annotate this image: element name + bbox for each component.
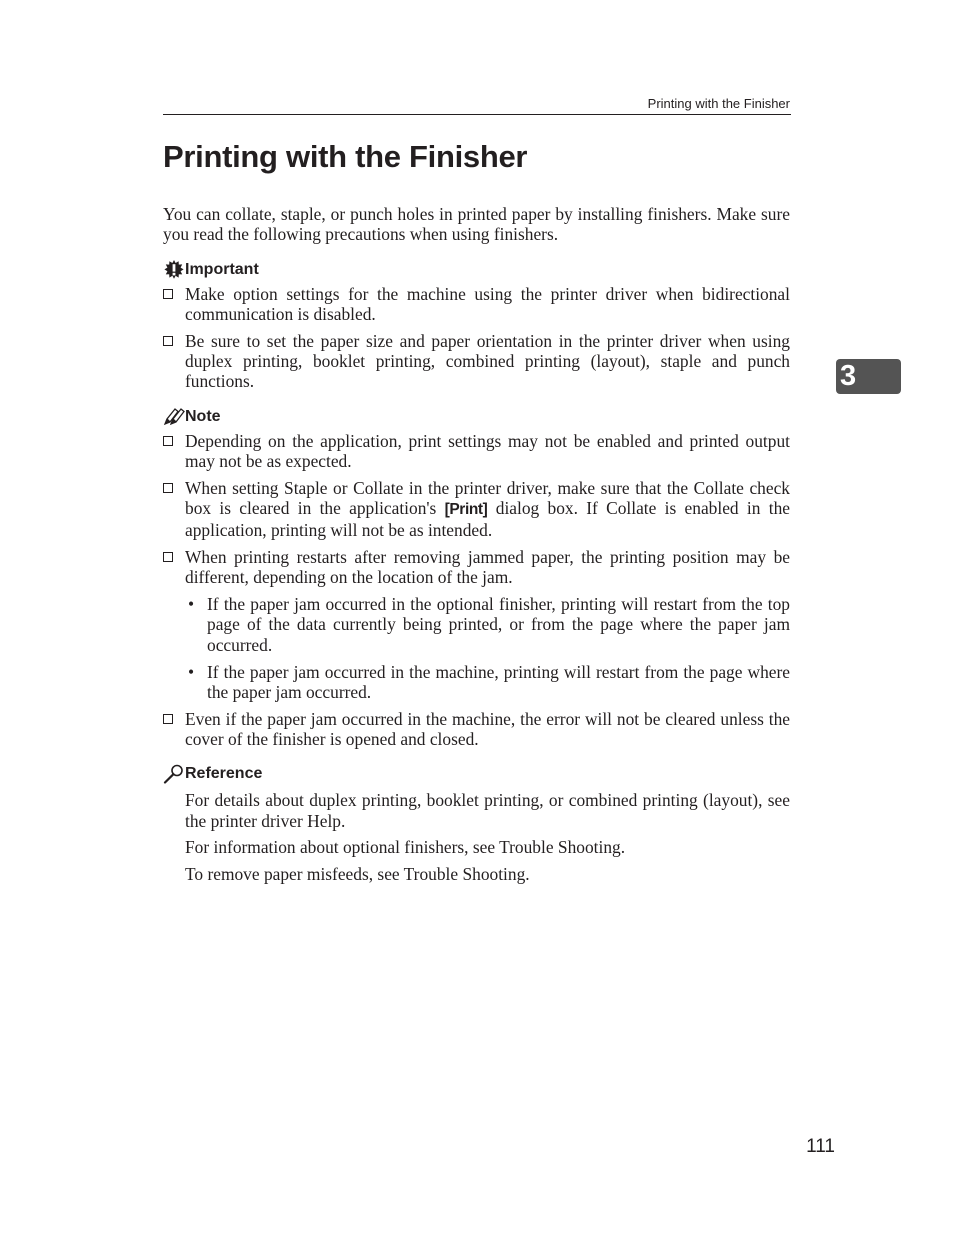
checkbox-bullet-icon <box>163 714 173 724</box>
important-list <box>163 284 790 392</box>
important-heading-label: Important <box>185 260 259 278</box>
pencil-icon <box>163 407 185 427</box>
magnifier-icon <box>163 764 185 784</box>
note-item: When setting Staple or Collate in the printer driver, make sure that the Collate check box is cleared in the application's [Print] dialog box. If Collate is enabled in the application, printing will not be as intended. <box>163 478 790 541</box>
page-title: Printing with the Finisher <box>163 139 528 174</box>
note-heading <box>163 407 790 427</box>
important-item: Be sure to set the paper size and paper orientation in the printer driver when using duplex printing, booklet printing, combined printing (layout), staple and punch functions. <box>163 331 790 392</box>
important-item: Make option settings for the machine using the printer driver when bidirectional communication is disabled. <box>163 284 790 325</box>
running-head: Printing with the Finisher <box>647 96 790 111</box>
checkbox-bullet-icon <box>163 289 173 299</box>
reference-paragraph: For details about duplex printing, booklet printing, or combined printing (layout), see the printer driver Help. <box>185 790 790 831</box>
reference-heading-label: Reference <box>185 765 263 783</box>
checkbox-bullet-icon <box>163 483 173 493</box>
main-content <box>163 204 790 884</box>
reference-paragraph: To remove paper misfeeds, see Trouble Shooting. <box>185 864 530 885</box>
note-subitem: • If the paper jam occurred in the machine, printing will restart from the page where the paper jam occurred. <box>188 661 790 702</box>
intro-paragraph: You can collate, staple, or punch holes in printed paper by installing finishers. Make sure you read the following precautions when using finishers. <box>163 204 790 245</box>
important-icon <box>163 260 185 280</box>
important-heading <box>163 260 790 280</box>
checkbox-bullet-icon <box>163 552 173 562</box>
checkbox-bullet-icon <box>163 436 173 446</box>
chapter-tab: 3 <box>836 359 901 394</box>
print-key-label: [Print] <box>444 500 488 518</box>
reference-paragraph: For information about optional finishers, see Trouble Shooting. <box>185 837 626 858</box>
note-item: When printing restarts after removing jammed paper, the printing position may be different, depending on the location of the jam. • If the paper jam occurred in the optional finisher, printing will restart from the top page of the data currently being printed, or from the page where the paper jam occurred. • If the paper jam occurred in the machine, printing will restart from the page where the paper jam occurred. <box>163 547 790 702</box>
reference-heading <box>163 764 790 784</box>
note-item: Depending on the application, print settings may not be enabled and printed output may not be as expected. <box>163 431 790 472</box>
note-subitem: • If the paper jam occurred in the optional finisher, printing will restart from the top page of the data currently being printed, or from the page where the paper jam occurred. <box>188 594 790 655</box>
note-item: Even if the paper jam occurred in the machine, the error will not be cleared unless the cover of the finisher is opened and closed. <box>163 709 790 750</box>
note-heading-label: Note <box>185 407 221 425</box>
bullet-dot-icon: • <box>188 594 195 615</box>
header-rule <box>163 114 791 115</box>
note-sublist <box>185 594 790 702</box>
page-number: 111 <box>806 1136 835 1157</box>
bullet-dot-icon: • <box>188 661 195 682</box>
note-list <box>163 431 790 750</box>
checkbox-bullet-icon <box>163 336 173 346</box>
